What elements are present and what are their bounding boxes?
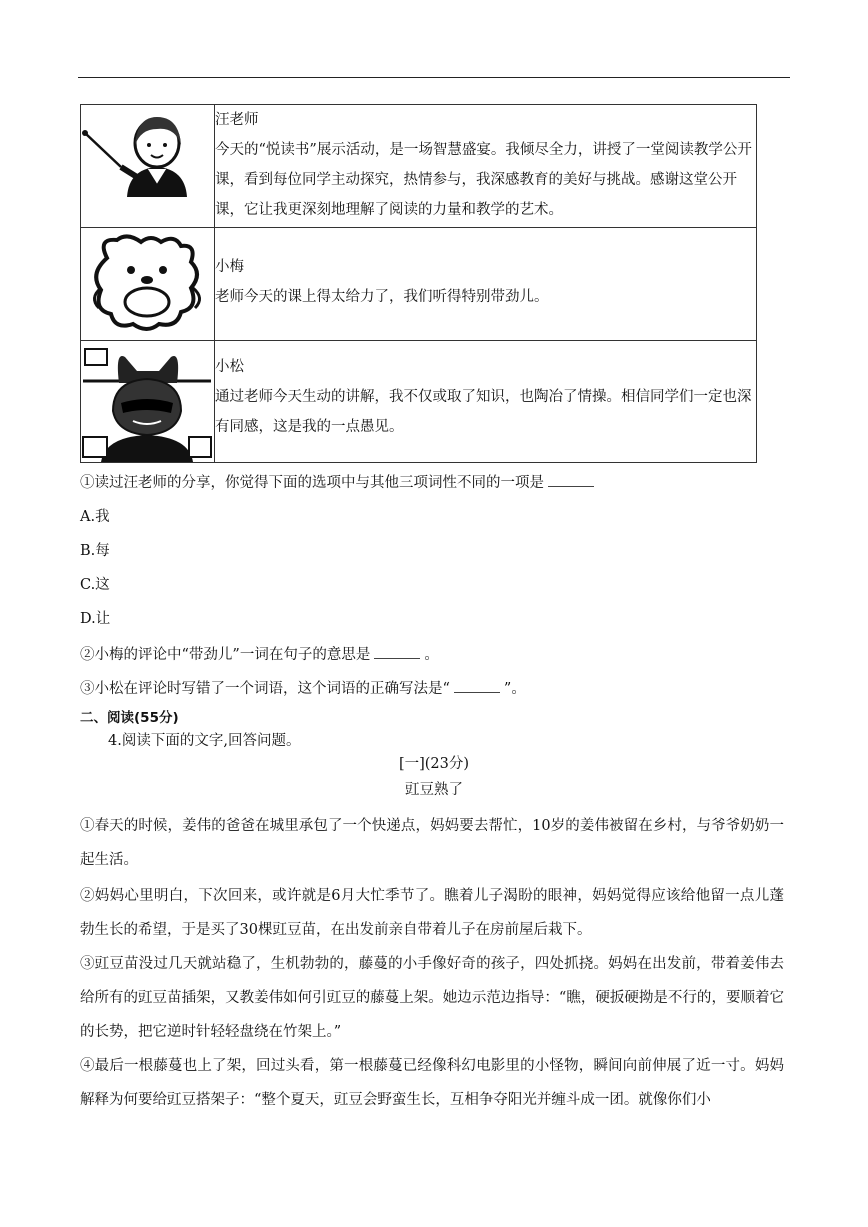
paragraph-3: ③豇豆苗没过几天就站稳了，生机勃勃的，藤蔓的小手像好奇的孩子，四处抓挠。妈妈在出发前，带着姜伟去给所有的豇豆苗插架，又教姜伟如何引豇豆的藤蔓上架。她边示范边指导：“瞧，硬扳硬拗是不行的，要顺着它的长势，把它逆时针轻轻盘绕在竹架上。” <box>80 956 784 1040</box>
xiaosong-comment <box>215 341 757 463</box>
question-1-text: ①读过汪老师的分享，你觉得下面的选项中与其他三项词性不同的一项是 <box>80 475 544 491</box>
reading-instruction: 4.阅读下面的文字,回答问题。 <box>108 733 301 749</box>
paragraph-2: ②妈妈心里明白，下次回来，或许就是6月大忙季节了。瞧着儿子渴盼的眼神，妈妈觉得应该给他留一点儿蓬勃生长的希望，于是买了30棵豇豆苗，在出发前亲自带着儿子在房前屋后栽下。 <box>80 888 784 938</box>
answer-blank-2[interactable] <box>374 642 420 659</box>
question-3-text: ③小松在评论时写错了一个词语，这个词语的正确写法是“ <box>80 681 450 697</box>
cat-avatar-icon <box>81 341 214 462</box>
bear-avatar-icon <box>81 228 214 340</box>
comment-row-teacher <box>81 105 757 228</box>
question-1 <box>80 468 598 498</box>
teacher-pointer-icon <box>81 105 214 227</box>
paragraph-4: ④最后一根藤蔓也上了架，回过头看，第一根藤蔓已经像科幻电影里的小怪物，瞬间向前伸展了近一寸。妈妈解释为何要给豇豆搭架子：“整个夏天，豇豆会野蛮生长，互相争夺阳光并缠斗成一团。就像你们小 <box>80 1058 784 1108</box>
option-a[interactable]: A.我 <box>80 509 110 525</box>
question-3-end: ”。 <box>503 681 526 697</box>
question-3 <box>80 674 526 704</box>
section-heading: 二、阅读(55分) <box>80 710 179 726</box>
comment-text: 老师今天的课上得太给力了，我们听得特别带劲儿。 <box>215 289 549 305</box>
speaker-name: 汪老师 <box>215 112 259 128</box>
speaker-name: 小松 <box>215 359 244 375</box>
comment-table <box>80 104 757 463</box>
comment-row-xiaosong <box>81 341 757 463</box>
comment-text: 通过老师今天生动的讲解，我不仅或取了知识，也陶冶了情操。相信同学们一定也深有同感，这是我的一点愚见。 <box>215 389 752 435</box>
question-2-text: ②小梅的评论中“带劲儿”一词在句子的意思是 <box>80 647 371 663</box>
teacher-avatar-cell <box>81 105 215 228</box>
xiaomei-comment <box>215 228 757 341</box>
speaker-name: 小梅 <box>215 259 244 275</box>
xiaomei-avatar-cell <box>81 228 215 341</box>
xiaosong-avatar-cell <box>81 341 215 463</box>
passage-title: 豇豆熟了 <box>405 782 463 798</box>
option-c[interactable]: C.这 <box>80 577 110 593</box>
option-b[interactable]: B.每 <box>80 543 110 559</box>
header-rule <box>78 77 790 78</box>
part-label: [一](23分) <box>398 756 470 772</box>
question-2-end: 。 <box>424 647 439 663</box>
question-2 <box>80 640 439 670</box>
comment-text: 今天的“悦读书”展示活动，是一场智慧盛宴。我倾尽全力，讲授了一堂阅读教学公开课，看到每位同学主动探究，热情参与，我深感教育的美好与挑战。感谢这堂公开课，它让我更深刻地理解了阅读的力量和教学的艺术。 <box>215 142 752 218</box>
answer-blank-1[interactable] <box>548 470 594 487</box>
answer-blank-3[interactable] <box>454 676 500 693</box>
option-d[interactable]: D.让 <box>80 611 111 627</box>
teacher-comment <box>215 105 757 228</box>
comment-row-xiaomei <box>81 228 757 341</box>
paragraph-1: ①春天的时候，姜伟的爸爸在城里承包了一个快递点，妈妈要去帮忙，10岁的姜伟被留在乡村，与爷爷奶奶一起生活。 <box>80 818 784 868</box>
